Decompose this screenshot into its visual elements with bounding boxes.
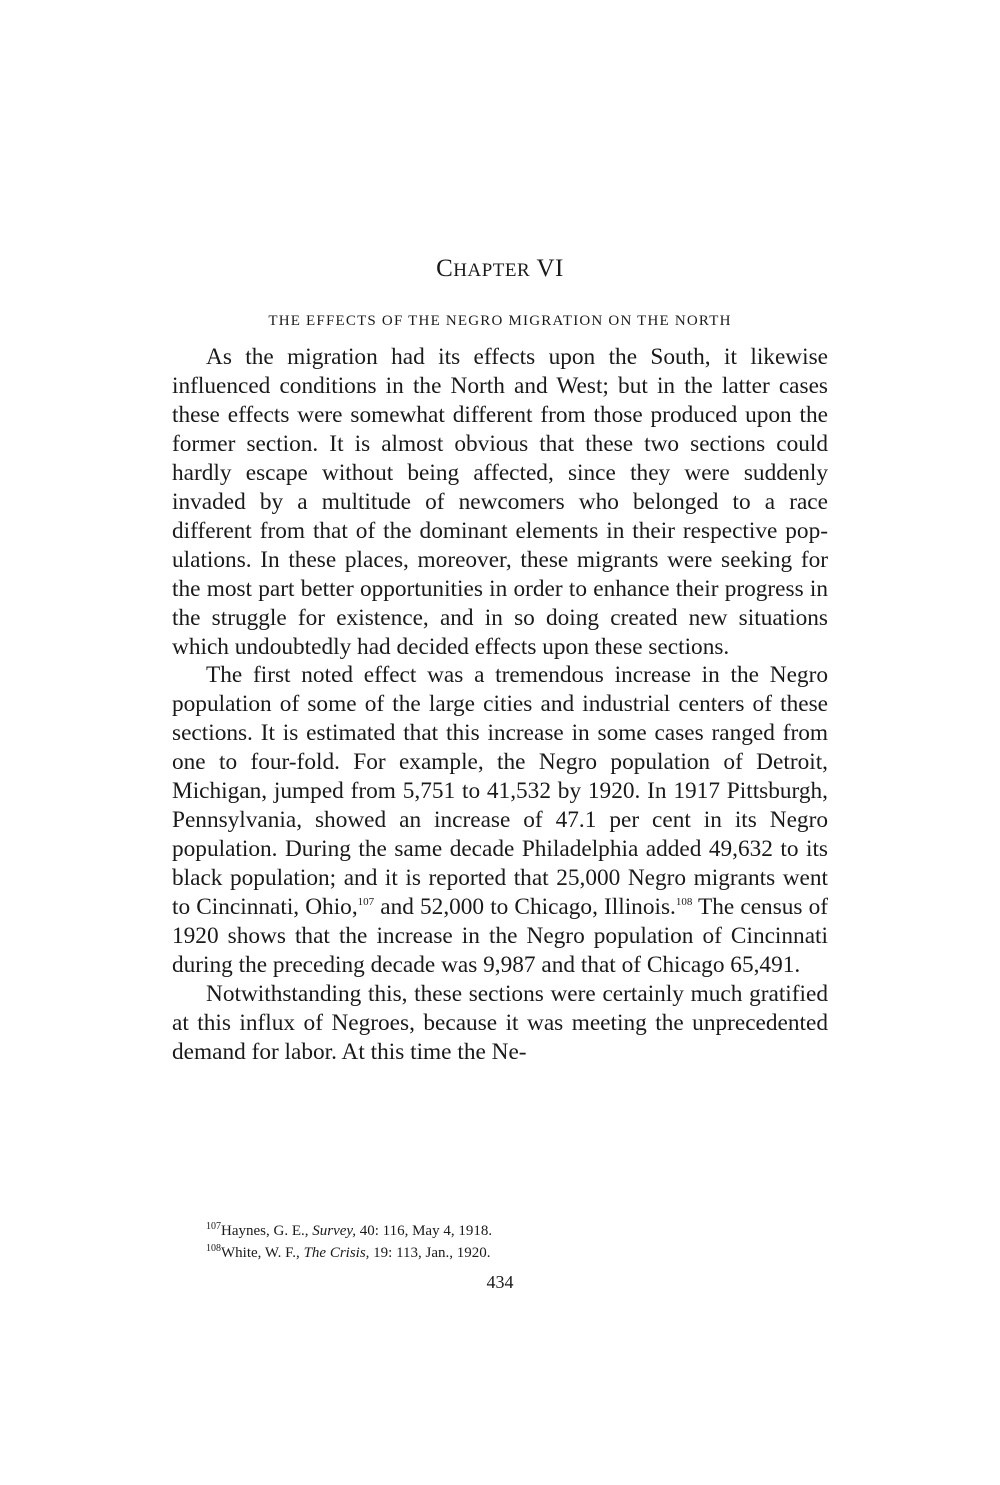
chapter-numeral: VI bbox=[536, 255, 564, 282]
paragraph-1: As the migration had its effects upon the South, it likewise influenced conditions in the North and West; but in the latter cases these effects were somewhat different from those produced upon the former section. It is almost obvious that these two sections could hardly escape without being affected, since they were suddenly invaded by a multitude of newcomers who belonged to a race different from that of the dominant elements in their respective populations. In these places, moreover, these migrants were seeking for the most part better opportunities in order to enhance their progress in the struggle for existence, and in so doing created new situations which undoubtedly had decided effects upon these sections. bbox=[172, 344, 828, 660]
footnote-author: Haynes, G. E., bbox=[221, 1223, 313, 1239]
footnote-source: The Crisis, bbox=[303, 1245, 370, 1261]
chapter-word-initial: C bbox=[436, 255, 454, 282]
footnote-citation: 19: 113, Jan., 1920. bbox=[369, 1245, 491, 1261]
footnotes bbox=[172, 1220, 828, 1264]
footnote-number: 107 bbox=[206, 1221, 221, 1232]
footnote-ref-108: 108 bbox=[675, 896, 693, 909]
paragraph-2-text-b: and 52,000 to Chicago, Illinois. bbox=[374, 894, 676, 921]
paragraph-3: Notwithstanding this, these sections were certainly much gratified at this influx of Negroes, because it was meeting the unprecedented demand for labor. At this time the Ne- bbox=[172, 980, 828, 1065]
footnote-author: White, W. F., bbox=[221, 1245, 304, 1261]
page-number: 434 bbox=[486, 1272, 514, 1292]
paragraph-2 bbox=[172, 661, 828, 979]
footnote-107 bbox=[172, 1220, 828, 1242]
footnote-ref-107: 107 bbox=[357, 896, 375, 909]
footnote-source: Survey, bbox=[312, 1223, 356, 1239]
chapter-word-rest: HAPTER bbox=[453, 260, 531, 281]
footnote-108 bbox=[172, 1242, 828, 1264]
chapter-title: THE EFFECTS OF THE NEGRO MIGRATION ON THE NORTH bbox=[268, 313, 732, 329]
footnote-number: 108 bbox=[206, 1243, 221, 1254]
chapter-heading bbox=[172, 255, 828, 283]
paragraph-2-text-a: The first noted effect was a tremendous increase in the Negro population of some of the large cities and industrial centers of these sections. It is estimated that this increase in some cases ranged from one to four-fold. For example, the Negro population of Detroit, Michigan, jumped from 5,751 to 41,532 by 1920. In 1917 Pittsburgh, Pennsylvania, showed an increase of 47.1 per cent in its Negro population. During the same decade Philadelphia added 49,632 to its black population; and it is reported that 25,000 Negro migrants went to Cincinnati, Ohio, bbox=[172, 662, 828, 921]
chapter-body bbox=[172, 343, 828, 1067]
paragraph-2-text-c: The census of 1920 shows that the increase in the Negro population of Cincinnati during the preceding decade was 9,987 and that of Chicago 65,491. bbox=[172, 894, 828, 979]
footnote-citation: 40: 116, May 4, 1918. bbox=[355, 1223, 493, 1239]
